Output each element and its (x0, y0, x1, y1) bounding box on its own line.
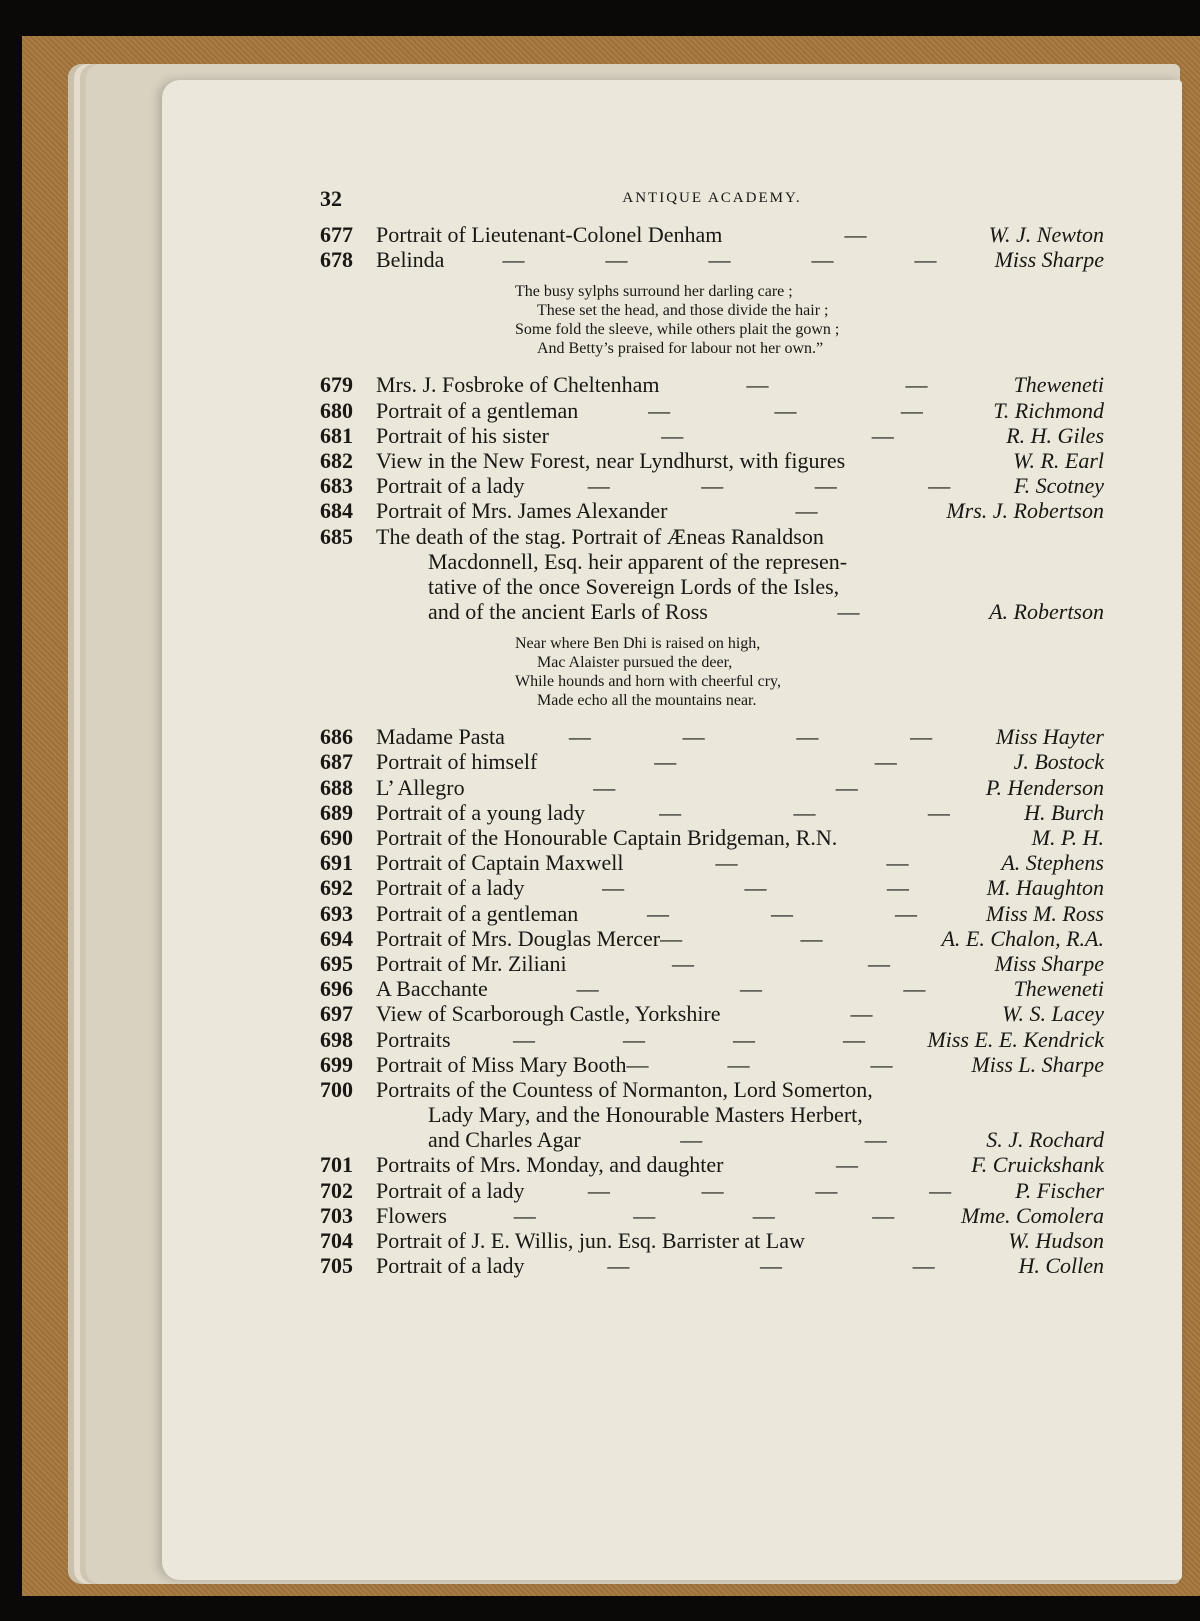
catalogue-entry (320, 1127, 1104, 1152)
catalogue-entry (320, 1253, 1104, 1278)
leader-dash: — (927, 799, 950, 825)
catalogue-entry (320, 222, 1104, 247)
entry-number: 685 (320, 523, 353, 549)
running-title: ANTIQUE ACADEMY. (622, 190, 802, 206)
artist-name: W. R. Earl (1013, 447, 1104, 473)
catalogue-entry (320, 1152, 1104, 1177)
entry-title: L’ Allegro (376, 774, 465, 800)
leader-dash: — (914, 247, 937, 273)
leader-dash: — (740, 976, 762, 1002)
catalogue-entry (320, 398, 1104, 423)
artist-name: H. Burch (1024, 799, 1104, 825)
artist-name: P. Fischer (1015, 1177, 1104, 1203)
entry-title: and of the ancient Earls of Ross (428, 599, 708, 625)
leader-dash: — (871, 422, 894, 448)
leader-dash: — (593, 774, 616, 800)
leader-dash: — (633, 1202, 656, 1228)
catalogue-entry (320, 724, 1104, 749)
artist-name: W. S. Lacey (1002, 1001, 1104, 1027)
entry-title: View in the New Forest, near Lyndhurst, with figures (376, 447, 846, 473)
entry-number: 698 (320, 1026, 353, 1052)
verse-line: Near where Ben Dhi is raised on high, (515, 635, 761, 653)
verse-line: And Betty’s praised for labour not her own.” (537, 340, 824, 358)
entry-title: Lady Mary, and the Honourable Masters Herbert, (428, 1102, 863, 1128)
leader-dash: — (661, 422, 684, 448)
catalogue-entry (320, 1203, 1104, 1228)
entry-title: Portrait of Mrs. James Alexander (376, 498, 668, 524)
entry-title: Portrait of Lieutenant-Colonel Denham (376, 222, 723, 247)
entry-number: 702 (320, 1177, 353, 1203)
entry-title: Portrait of a lady (376, 473, 525, 499)
entry-number: 696 (320, 976, 353, 1002)
entry-title: Portrait of a lady (376, 875, 525, 901)
entry-number: 678 (320, 247, 353, 273)
page-number: 32 (320, 186, 342, 211)
artist-name: Mrs. J. Robertson (946, 498, 1104, 524)
catalogue-entry (320, 1178, 1104, 1203)
leader-dash: — (513, 1026, 535, 1052)
leader-dash: — (928, 473, 951, 499)
catalogue-entry (320, 951, 1104, 976)
entry-title: Portrait of his sister (376, 422, 549, 448)
entry-number: 700 (320, 1076, 353, 1102)
verse-line: Made echo all the mountains near. (537, 692, 757, 710)
artist-name: Miss Hayter (995, 724, 1104, 750)
entry-number: 703 (320, 1202, 353, 1228)
artist-name: F. Cruickshank (971, 1152, 1104, 1178)
catalogue-entry (320, 498, 1104, 523)
entry-number: 694 (320, 925, 353, 951)
leader-dash: — (886, 850, 909, 876)
artist-name: Miss Sharpe (994, 247, 1104, 273)
leader-dash: — (872, 1202, 895, 1228)
leader-dash: — (836, 1152, 858, 1178)
catalogue-entry (320, 901, 1104, 926)
catalogue-entry (320, 448, 1104, 473)
verse-quote (320, 282, 1104, 358)
entry-number: 699 (320, 1051, 353, 1077)
leader-dash: — (864, 1127, 887, 1153)
entry-title: A Bacchante (376, 976, 488, 1002)
verse-line: Mac Alaister pursued the deer, (537, 654, 733, 672)
leader-dash: — (795, 498, 818, 524)
entry-title: Portraits (376, 1026, 451, 1052)
leader-dash: — (912, 1253, 935, 1279)
entry-title: Belinda (376, 247, 445, 273)
entry-title: The death of the stag. Portrait of Æneas Ranaldson (376, 523, 824, 549)
artist-name: Theweneti (1013, 372, 1104, 398)
artist-name: Miss L. Sharpe (971, 1051, 1104, 1077)
leader-dash: — (602, 875, 625, 901)
entry-number: 690 (320, 825, 353, 850)
entry-number: 684 (320, 498, 353, 524)
artist-name: Miss E. E. Kendrick (927, 1026, 1104, 1052)
catalogue-entry (320, 549, 1104, 574)
catalogue-entry (320, 926, 1104, 951)
entry-title: Portrait of a young lady (376, 799, 585, 825)
entry-number: 677 (320, 222, 353, 247)
leader-dash: — (672, 950, 694, 976)
entry-number: 687 (320, 749, 353, 775)
catalogue-entry (320, 473, 1104, 498)
entry-title: Portrait of Mrs. Douglas Mercer— (376, 925, 683, 951)
entry-title: tative of the once Sovereign Lords of the Isles, (428, 573, 840, 599)
leader-dash: — (874, 749, 897, 775)
entry-number: 693 (320, 900, 353, 926)
entry-title: Portrait of a lady (376, 1177, 525, 1203)
entry-number: 681 (320, 422, 353, 448)
leader-dash: — (654, 749, 677, 775)
leader-dash: — (910, 724, 933, 750)
leader-dash: — (715, 850, 738, 876)
catalogue-entry (320, 825, 1104, 850)
leader-dash: — (900, 397, 923, 423)
entry-number: 692 (320, 875, 353, 901)
catalogue-entry (320, 976, 1104, 1001)
leader-dash: — (868, 950, 890, 976)
leader-dash: — (811, 247, 834, 273)
leader-dash: — (774, 397, 797, 423)
leader-dash: — (800, 925, 823, 951)
verse-quote (320, 634, 1104, 710)
entry-number: 679 (320, 372, 353, 398)
leader-dash: — (587, 1177, 610, 1203)
artist-name: R. H. Giles (1006, 422, 1104, 448)
entry-title: Portrait of Miss Mary Booth— (376, 1051, 649, 1077)
leader-dash: — (796, 724, 819, 750)
entry-title: Portraits of the Countess of Normanton, Lord Somerton, (376, 1076, 873, 1102)
entry-title: Madame Pasta (376, 724, 505, 750)
leader-dash: — (680, 1127, 703, 1153)
artist-name: P. Henderson (985, 774, 1104, 800)
catalogue-entry (320, 423, 1104, 448)
entry-number: 686 (320, 724, 353, 750)
leader-dash: — (815, 1177, 838, 1203)
catalogue-entry (320, 574, 1104, 599)
leader-dash: — (587, 473, 610, 499)
leader-dash: — (648, 397, 671, 423)
leader-dash: — (659, 799, 682, 825)
artist-name: A. Robertson (989, 599, 1104, 625)
artist-name: Miss M. Ross (986, 900, 1104, 926)
leader-dash: — (708, 247, 731, 273)
leader-dash: — (814, 473, 837, 499)
leader-dash: — (793, 799, 816, 825)
entry-list (320, 222, 1104, 1278)
artist-name: Miss Sharpe (994, 950, 1104, 976)
verse-line: The busy sylphs surround her darling care ; (515, 283, 793, 301)
verse-line: Some fold the sleeve, while others plait the gown ; (515, 321, 840, 339)
catalogue-entry (320, 800, 1104, 825)
leader-dash: — (850, 1001, 873, 1027)
leader-dash: — (701, 1177, 724, 1203)
catalogue-entry (320, 850, 1104, 875)
artist-name: J. Bostock (1013, 749, 1104, 775)
leader-dash: — (844, 222, 867, 247)
leader-dash: — (513, 1202, 536, 1228)
artist-name: M. Haughton (986, 875, 1104, 901)
verse-line: These set the head, and those divide the hair ; (537, 302, 829, 320)
catalogue-entry (320, 1001, 1104, 1026)
leader-dash: — (843, 1026, 865, 1052)
leader-dash: — (895, 900, 917, 926)
artist-name: A. Stephens (1001, 850, 1104, 876)
verse-line: While hounds and horn with cheerful cry, (515, 673, 781, 691)
leader-dash: — (905, 372, 928, 398)
artist-name: Theweneti (1013, 976, 1104, 1002)
leader-dash: — (568, 724, 591, 750)
entry-number: 701 (320, 1152, 353, 1178)
entry-title: Portrait of himself (376, 749, 538, 775)
catalogue-entry (320, 1102, 1104, 1127)
entry-number: 689 (320, 799, 353, 825)
leader-dash: — (733, 1026, 755, 1052)
artist-name: W. J. Newton (988, 222, 1104, 247)
leader-dash: — (701, 473, 724, 499)
artist-name: A. E. Chalon, R.A. (941, 925, 1104, 951)
entry-title: Mrs. J. Fosbroke of Cheltenham (376, 372, 660, 398)
leader-dash: — (727, 1051, 750, 1077)
catalogue-entry (320, 247, 1104, 272)
entry-title: Portrait of the Honourable Captain Bridgeman, R.N. (376, 825, 838, 850)
artist-name: M. P. H. (1031, 825, 1104, 850)
leader-dash: — (502, 247, 525, 273)
catalogue-entry (320, 875, 1104, 900)
entry-number: 682 (320, 447, 353, 473)
leader-dash: — (607, 1253, 630, 1279)
leader-dash: — (682, 724, 705, 750)
page-header (320, 186, 1104, 222)
entry-title: Portrait of a gentleman (376, 900, 579, 926)
entry-title: Portrait of Mr. Ziliani (376, 950, 567, 976)
leader-dash: — (837, 599, 860, 625)
leader-dash: — (576, 976, 599, 1002)
entry-title: and Charles Agar (428, 1127, 581, 1153)
artist-name: T. Richmond (993, 397, 1104, 423)
leader-dash: — (647, 900, 669, 926)
entry-number: 695 (320, 950, 353, 976)
leader-dash: — (886, 875, 909, 901)
entry-title: Portrait of J. E. Willis, jun. Esq. Barrister at Law (376, 1228, 805, 1253)
entry-title: Portrait of a lady (376, 1253, 525, 1279)
entry-number: 704 (320, 1228, 353, 1253)
leader-dash: — (760, 1253, 782, 1279)
leader-dash: — (771, 900, 793, 926)
entry-number: 683 (320, 473, 353, 499)
leader-dash: — (870, 1051, 893, 1077)
entry-title: View of Scarborough Castle, Yorkshire (376, 1001, 721, 1027)
artist-name: H. Collen (1018, 1253, 1104, 1279)
leader-dash: — (605, 247, 628, 273)
catalogue-entry (320, 1027, 1104, 1052)
catalogue-entry (320, 599, 1104, 624)
leader-dash: — (623, 1026, 645, 1052)
entry-title: Portraits of Mrs. Monday, and daughter (376, 1152, 724, 1178)
entry-title: Portrait of Captain Maxwell (376, 850, 624, 876)
entry-number: 688 (320, 774, 353, 800)
catalogue-text (320, 186, 1104, 1278)
leader-dash: — (746, 372, 769, 398)
entry-number: 680 (320, 397, 353, 423)
artist-name: W. Hudson (1008, 1228, 1104, 1253)
catalogue-entry (320, 372, 1104, 397)
leader-dash: — (744, 875, 767, 901)
catalogue-entry (320, 1077, 1104, 1102)
leader-dash: — (903, 976, 926, 1002)
artist-name: F. Scotney (1013, 473, 1104, 499)
artist-name: S. J. Rochard (986, 1127, 1104, 1153)
leader-dash: — (929, 1177, 952, 1203)
entry-title: Macdonnell, Esq. heir apparent of the represen- (428, 548, 848, 574)
leader-dash: — (752, 1202, 775, 1228)
catalogue-entry (320, 1228, 1104, 1253)
entry-title: Portrait of a gentleman (376, 397, 579, 423)
catalogue-entry (320, 775, 1104, 800)
entry-number: 697 (320, 1001, 353, 1027)
catalogue-entry (320, 524, 1104, 549)
entry-number: 705 (320, 1253, 353, 1279)
catalogue-entry (320, 1052, 1104, 1077)
entry-title: Flowers (376, 1202, 447, 1228)
entry-number: 691 (320, 850, 353, 876)
leader-dash: — (835, 774, 858, 800)
artist-name: Mme. Comolera (961, 1202, 1104, 1228)
catalogue-entry (320, 749, 1104, 774)
